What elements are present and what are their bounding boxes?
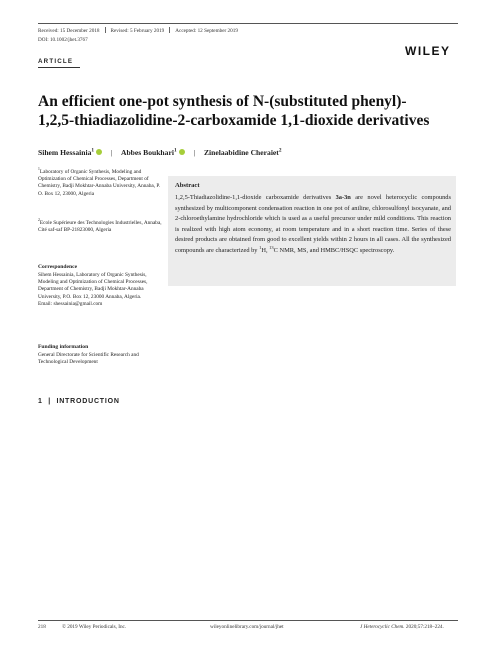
abstract-text: 1,2,5-Thiadiazolidine-1,1-dioxide carboxamide derivatives 3a-3n are novel heterocyclic compounds synthesized by multicomponent condensation reaction in one pot of aniline, chlorosulfonyl isocyanate, and 2-chloroethylamine hydrochloride which is used as a useful precursor under mild conditions. This reaction is realized with high atom economy, at room temperature and in a short reaction time. Series of these desired products are obtained from good to excellent yields within 2 hours in all cases. All the synthesized compounds are characterized by $^1$H, $^{13}$C NMR, MS, and HMBC/HSQC spectroscopy. bbox=[175, 194, 451, 254]
accepted-date: Accepted: 12 September 2019 bbox=[175, 28, 238, 34]
title-line-2: 1,2,5-thiadiazolidine-2-carboxamide 1,1-dioxide derivatives bbox=[38, 112, 430, 129]
title-line-1: An efficient one-pot synthesis of N-(substituted phenyl)- bbox=[38, 93, 407, 110]
section-heading: 1 | INTRODUCTION bbox=[38, 398, 120, 405]
revised-date: Revised: 5 February 2019 bbox=[110, 28, 165, 34]
header-rule bbox=[38, 23, 458, 24]
funding-text: General Directorate for Scientific Research and Technological Development bbox=[38, 352, 139, 366]
article-title bbox=[38, 92, 468, 130]
received-date: Received: 15 December 2018 bbox=[38, 28, 100, 34]
abstract-heading: Abstract bbox=[175, 182, 200, 189]
funding-heading: Funding information bbox=[38, 344, 89, 350]
publisher-logo: WILEY bbox=[405, 44, 451, 58]
journal-url[interactable]: wileyonlinelibrary.com/journal/jhet bbox=[210, 624, 284, 630]
footer-rule bbox=[38, 620, 458, 621]
doi[interactable]: DOI: 10.1002/jhet.3767 bbox=[38, 37, 88, 43]
citation: J Heterocyclic Chem. 2020;57:218–224. bbox=[360, 624, 444, 630]
correspondence-heading: Correspondence bbox=[38, 264, 78, 270]
author-name[interactable]: Abbes Boukhari bbox=[120, 148, 174, 157]
email-link[interactable]: Email: shessainia@gmail.com bbox=[38, 300, 103, 307]
author-name[interactable]: Sihem Hessainia bbox=[38, 148, 92, 157]
section-label: ARTICLE bbox=[38, 58, 74, 65]
affiliation-2: $^2$Ecole Supérieure des Technologies Industrielles, Annaba, Cité saf-saf BP-21823000, Algeria bbox=[38, 218, 162, 234]
section-label-rule bbox=[38, 67, 80, 68]
article-history bbox=[38, 27, 238, 34]
author-name[interactable]: Zinelaabidine Cheraiet bbox=[203, 148, 279, 157]
affiliation-1: $^1$Laboratory of Organic Synthesis, Modeling and Optimization of Chemical Processes, Department of Chemistry, Badji Mokhtar-Annaba University, Annaba, P. O. Box 12, 23000, Algeria bbox=[38, 167, 161, 197]
orcid-icon[interactable] bbox=[179, 149, 185, 155]
correspondence-text: Sihem Hessainia, Laboratory of Organic Synthesis, Modeling and Optimization of Chemical Processes, Department of Chemistry, Badji Mokhtar-Annaba University, P.O. Box 12, 23000 Annaba, Algeria. Email: shessainia@gmail.com bbox=[38, 272, 148, 307]
page-number: 218 bbox=[38, 624, 46, 630]
orcid-icon[interactable] bbox=[96, 149, 102, 155]
copyright: © 2019 Wiley Periodicals, Inc. bbox=[62, 624, 127, 630]
author-list: Sihem Hessainia$^1$ | Abbes Boukhari$^1$ | Zinelaabidine Cheraiet$^2$ bbox=[38, 147, 282, 157]
